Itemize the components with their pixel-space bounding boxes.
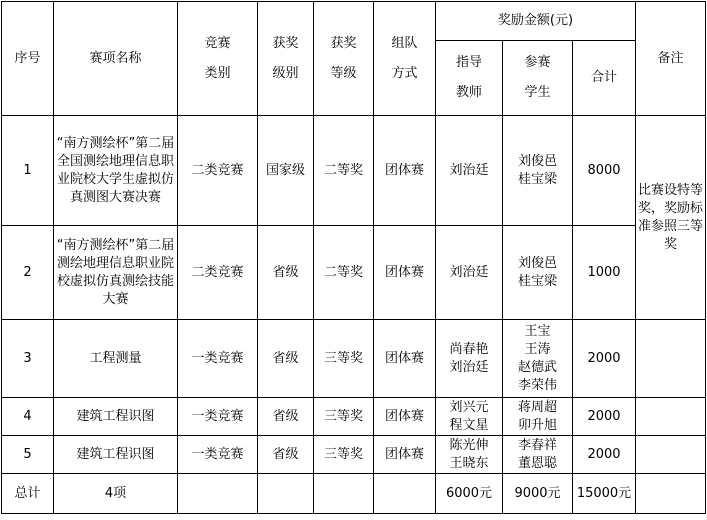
cell-seq: 1 [2, 116, 54, 226]
cell-grade: 三等奖 [314, 320, 374, 398]
header-total: 合计 [573, 41, 636, 116]
cell-total: 2000 [573, 320, 636, 398]
cell-name: 建筑工程识图 [54, 398, 178, 436]
cell-students: 蒋周超 卯升旭 [503, 398, 573, 436]
cell-seq: 5 [2, 436, 54, 474]
header-award-amount: 奖励金额(元) [436, 2, 636, 41]
cell-remark-empty [636, 398, 706, 436]
summary-label: 总计 [2, 474, 54, 514]
table-row [2, 436, 706, 474]
table-row [2, 226, 706, 320]
cell-students: 王宝 王涛 赵德武 李荣伟 [503, 320, 573, 398]
cell-teachers: 尚春艳 刘治廷 [436, 320, 503, 398]
cell-level: 省级 [258, 320, 314, 398]
summary-empty [374, 474, 436, 514]
header-category: 竞赛 类别 [178, 2, 258, 116]
cell-level: 国家级 [258, 116, 314, 226]
cell-total: 1000 [573, 226, 636, 320]
cell-category: 二类竞赛 [178, 116, 258, 226]
cell-teacher: 刘治廷 [436, 116, 503, 226]
cell-students: 李春祥 董恩聪 [503, 436, 573, 474]
cell-teachers: 陈光伸 王晓东 [436, 436, 503, 474]
summary-student-total: 9000元 [503, 474, 573, 514]
cell-total: 2000 [573, 398, 636, 436]
cell-total: 2000 [573, 436, 636, 474]
cell-grade: 二等奖 [314, 226, 374, 320]
cell-team: 团体赛 [374, 320, 436, 398]
cell-total: 8000 [573, 116, 636, 226]
cell-name: 建筑工程识图 [54, 436, 178, 474]
table-row [2, 398, 706, 436]
cell-grade: 三等奖 [314, 436, 374, 474]
summary-count: 4项 [54, 474, 178, 514]
header-remark: 备注 [636, 2, 706, 116]
cell-seq: 2 [2, 226, 54, 320]
cell-category: 一类竞赛 [178, 320, 258, 398]
header-team: 组队 方式 [374, 2, 436, 116]
cell-level: 省级 [258, 226, 314, 320]
cell-category: 一类竞赛 [178, 436, 258, 474]
header-name: 赛项名称 [54, 2, 178, 116]
cell-category: 二类竞赛 [178, 226, 258, 320]
award-table [1, 1, 706, 514]
cell-level: 省级 [258, 398, 314, 436]
table-row [2, 116, 706, 226]
cell-grade: 三等奖 [314, 398, 374, 436]
summary-grand-total: 15000元 [573, 474, 636, 514]
cell-name: 工程测量 [54, 320, 178, 398]
cell-teacher: 刘治廷 [436, 226, 503, 320]
cell-grade: 二等奖 [314, 116, 374, 226]
header-student: 参赛 学生 [503, 41, 573, 116]
summary-empty [636, 474, 706, 514]
header-grade: 获奖 等级 [314, 2, 374, 116]
cell-team: 团体赛 [374, 116, 436, 226]
cell-students: 刘俊邑 桂宝梁 [503, 226, 573, 320]
cell-name: “南方测绘杯”第二届全国测绘地理信息职业院校大学生虚拟仿真测图大赛决赛 [54, 116, 178, 226]
cell-team: 团体赛 [374, 226, 436, 320]
cell-seq: 4 [2, 398, 54, 436]
cell-level: 省级 [258, 436, 314, 474]
cell-remark-empty [636, 320, 706, 398]
cell-team: 团体赛 [374, 436, 436, 474]
summary-row [2, 474, 706, 514]
summary-empty [258, 474, 314, 514]
table-row [2, 320, 706, 398]
cell-name: “南方测绘杯”第二届测绘地理信息职业院校虚拟仿真测绘技能大赛 [54, 226, 178, 320]
cell-students: 刘俊邑 桂宝梁 [503, 116, 573, 226]
summary-empty [314, 474, 374, 514]
cell-remark: 比赛设特等奖，奖励标准参照三等奖 [636, 116, 706, 320]
cell-team: 团体赛 [374, 398, 436, 436]
header-level: 获奖 级别 [258, 2, 314, 116]
header-row-top [2, 2, 706, 41]
header-seq: 序号 [2, 2, 54, 116]
header-teacher: 指导 教师 [436, 41, 503, 116]
summary-teacher-total: 6000元 [436, 474, 503, 514]
cell-remark-empty [636, 436, 706, 474]
summary-empty [178, 474, 258, 514]
cell-seq: 3 [2, 320, 54, 398]
cell-teachers: 刘兴元 程文星 [436, 398, 503, 436]
cell-category: 一类竞赛 [178, 398, 258, 436]
